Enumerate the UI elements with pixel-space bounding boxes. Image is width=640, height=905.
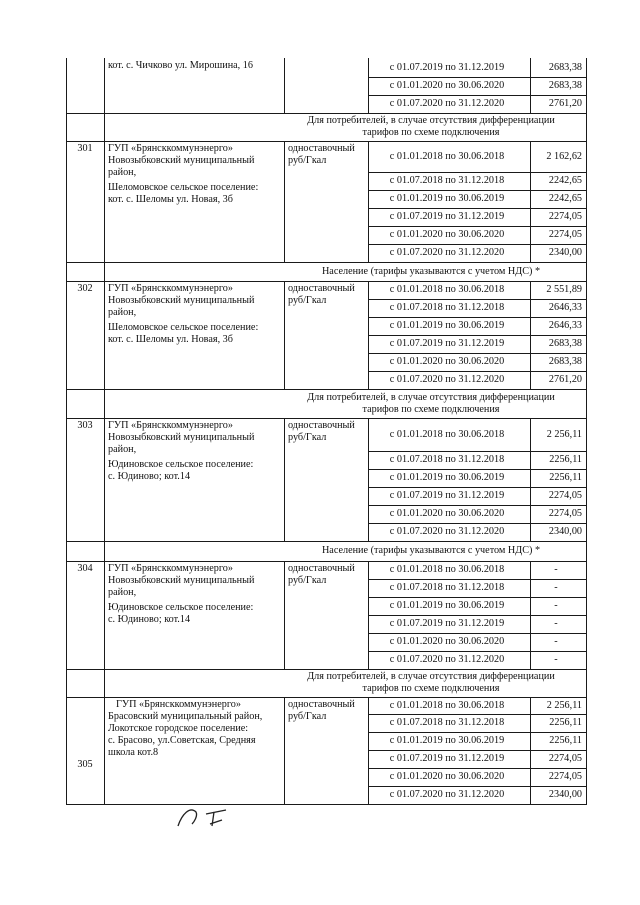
h-rule bbox=[368, 615, 587, 616]
tariff-period: с 01.01.2018 по 30.06.2018 bbox=[389, 151, 505, 162]
v-rule bbox=[586, 58, 587, 114]
entry-number: 302 bbox=[77, 283, 93, 294]
h-rule bbox=[368, 353, 587, 354]
v-rule bbox=[368, 58, 369, 114]
tariff-period: с 01.07.2020 по 31.12.2020 bbox=[389, 654, 505, 665]
tariff-value: 2256,11 bbox=[549, 454, 582, 465]
h-rule bbox=[368, 597, 587, 598]
v-rule bbox=[586, 262, 587, 282]
org-address: Локотское городское поселение: bbox=[108, 723, 249, 734]
tariff-period: с 01.01.2019 по 30.06.2019 bbox=[389, 735, 505, 746]
v-rule bbox=[66, 541, 67, 562]
tariff-value: 2340,00 bbox=[548, 789, 582, 800]
h-rule bbox=[368, 750, 587, 751]
section-header: Население (тарифы указываются с учетом НДС) * bbox=[321, 266, 541, 277]
tariff-type: одноставочный bbox=[288, 699, 355, 710]
v-rule bbox=[104, 389, 105, 419]
tariff-value: 2 256,11 bbox=[546, 700, 582, 711]
h-rule bbox=[368, 95, 587, 96]
v-rule bbox=[66, 262, 67, 282]
tariff-period: с 01.07.2018 по 31.12.2018 bbox=[389, 175, 505, 186]
tariff-period: с 01.01.2018 по 30.06.2018 bbox=[389, 564, 505, 575]
tariff-type: одноставочный bbox=[288, 143, 355, 154]
h-rule bbox=[368, 77, 587, 78]
tariff-period: с 01.01.2019 по 30.06.2019 bbox=[389, 193, 505, 204]
tariff-value: 2683,38 bbox=[548, 80, 582, 91]
h-rule bbox=[66, 561, 587, 562]
tariff-type: руб/Гкал bbox=[288, 711, 327, 722]
org-name: ГУП «Брянсккоммунэнерго» bbox=[108, 563, 233, 574]
tariff-value: - bbox=[554, 564, 558, 575]
v-rule bbox=[104, 669, 105, 698]
tariff-value: 2256,11 bbox=[549, 472, 582, 483]
v-rule bbox=[586, 113, 587, 142]
tariff-period: с 01.07.2019 по 31.12.2019 bbox=[389, 62, 505, 73]
tariff-value: - bbox=[554, 654, 558, 665]
tariff-value: - bbox=[554, 600, 558, 611]
org-address: Новозыбковский муниципальный bbox=[108, 295, 255, 306]
tariff-type: руб/Гкал bbox=[288, 155, 327, 166]
v-rule bbox=[104, 113, 105, 142]
tariff-value: 2683,38 bbox=[548, 338, 582, 349]
v-rule bbox=[66, 669, 67, 698]
h-rule bbox=[66, 262, 587, 263]
v-rule bbox=[104, 418, 105, 542]
tariff-type: руб/Гкал bbox=[288, 432, 327, 443]
v-rule bbox=[284, 697, 285, 805]
tariff-value: 2274,05 bbox=[548, 508, 582, 519]
tariff-period: с 01.07.2020 по 31.12.2020 bbox=[389, 789, 505, 800]
tariff-period: с 01.07.2020 по 31.12.2020 bbox=[389, 247, 505, 258]
v-rule bbox=[104, 281, 105, 390]
org-address: район, bbox=[108, 167, 137, 178]
org-address: Юдиновское сельское поселение: bbox=[108, 602, 254, 613]
tariff-value: 2274,05 bbox=[548, 229, 582, 240]
v-rule bbox=[66, 141, 67, 263]
entry-number: 304 bbox=[77, 563, 93, 574]
org-address: Шеломовское сельское поселение: bbox=[108, 182, 259, 193]
h-rule bbox=[368, 768, 587, 769]
h-rule bbox=[66, 669, 587, 670]
tariff-period: с 01.07.2019 по 31.12.2019 bbox=[389, 618, 505, 629]
entry-number: 301 bbox=[77, 143, 93, 154]
tariff-value: 2256,11 bbox=[549, 735, 582, 746]
tariff-value: 2646,33 bbox=[548, 320, 582, 331]
section-header: Для потребителей, в случае отсутствия дифференциации bbox=[307, 115, 555, 126]
section-header: Для потребителей, в случае отсутствия дифференциации bbox=[307, 671, 555, 682]
org-address: район, bbox=[108, 587, 137, 598]
org-address: кот. с. Чичково ул. Мирошина, 16 bbox=[108, 60, 253, 71]
v-rule bbox=[284, 418, 285, 542]
v-rule bbox=[66, 281, 67, 390]
tariff-period: с 01.07.2020 по 31.12.2020 bbox=[389, 526, 505, 537]
org-address: с. Брасово, ул.Советская, Средняя bbox=[108, 735, 256, 746]
h-rule bbox=[368, 317, 587, 318]
v-rule bbox=[66, 561, 67, 670]
tariff-value: 2761,20 bbox=[548, 98, 582, 109]
tariff-value: 2646,33 bbox=[548, 302, 582, 313]
entry-number: 305 bbox=[77, 759, 93, 770]
tariff-value: 2242,65 bbox=[548, 175, 582, 186]
tariff-period: с 01.07.2019 по 31.12.2019 bbox=[389, 490, 505, 501]
tariff-period: с 01.07.2018 по 31.12.2018 bbox=[389, 454, 505, 465]
h-rule bbox=[368, 804, 587, 805]
tariff-period: с 01.07.2019 по 31.12.2019 bbox=[389, 211, 505, 222]
v-rule bbox=[104, 58, 105, 114]
tariff-value: 2242,65 bbox=[548, 193, 582, 204]
v-rule bbox=[104, 561, 105, 670]
tariff-period: с 01.07.2018 по 31.12.2018 bbox=[389, 582, 505, 593]
org-address: район, bbox=[108, 444, 137, 455]
tariff-value: 2274,05 bbox=[548, 211, 582, 222]
tariff-value: 2683,38 bbox=[548, 62, 582, 73]
tariff-value: 2 162,62 bbox=[546, 151, 582, 162]
h-rule bbox=[368, 371, 587, 372]
section-header: тарифов по схеме подключения bbox=[362, 127, 500, 138]
org-address: Новозыбковский муниципальный bbox=[108, 575, 255, 586]
tariff-value: 2256,11 bbox=[549, 717, 582, 728]
h-rule bbox=[368, 244, 587, 245]
h-rule bbox=[368, 523, 587, 524]
tariff-type: одноставочный bbox=[288, 283, 355, 294]
org-address: Новозыбковский муниципальный bbox=[108, 155, 255, 166]
h-rule bbox=[368, 579, 587, 580]
org-name: ГУП «Брянсккоммунэнерго» bbox=[116, 699, 241, 710]
org-address: с. Юдиново; кот.14 bbox=[108, 471, 191, 482]
tariff-value: 2274,05 bbox=[548, 490, 582, 501]
tariff-type: руб/Гкал bbox=[288, 295, 327, 306]
v-rule bbox=[104, 541, 105, 562]
tariff-type: одноставочный bbox=[288, 420, 355, 431]
h-rule bbox=[66, 541, 587, 542]
h-rule bbox=[368, 786, 587, 787]
tariff-value: - bbox=[554, 618, 558, 629]
v-rule bbox=[586, 669, 587, 698]
section-header: тарифов по схеме подключения bbox=[362, 404, 500, 415]
section-header: Для потребителей, в случае отсутствия дифференциации bbox=[307, 392, 555, 403]
h-rule bbox=[66, 389, 587, 390]
tariff-period: с 01.01.2019 по 30.06.2019 bbox=[389, 320, 505, 331]
h-rule bbox=[368, 714, 587, 715]
tariff-period: с 01.07.2018 по 31.12.2018 bbox=[389, 717, 505, 728]
h-rule bbox=[368, 451, 587, 452]
org-address: район, bbox=[108, 307, 137, 318]
tariff-value: - bbox=[554, 582, 558, 593]
tariff-value: 2340,00 bbox=[548, 247, 582, 258]
h-rule bbox=[368, 172, 587, 173]
org-address: Юдиновское сельское поселение: bbox=[108, 459, 254, 470]
v-rule bbox=[66, 58, 67, 114]
signature-mark bbox=[176, 800, 236, 830]
org-address: Брасовский муниципальный район, bbox=[108, 711, 263, 722]
org-address: кот. с. Шеломы ул. Новая, 3б bbox=[108, 194, 233, 205]
tariff-period: с 01.01.2019 по 30.06.2019 bbox=[389, 472, 505, 483]
tariff-period: с 01.01.2020 по 30.06.2020 bbox=[389, 771, 505, 782]
tariff-period: с 01.01.2020 по 30.06.2020 bbox=[389, 229, 505, 240]
v-rule bbox=[530, 58, 531, 114]
v-rule bbox=[66, 113, 67, 142]
tariff-period: с 01.07.2020 по 31.12.2020 bbox=[389, 98, 505, 109]
tariff-period: с 01.01.2020 по 30.06.2020 bbox=[389, 356, 505, 367]
v-rule bbox=[66, 697, 67, 805]
org-name: ГУП «Брянсккоммунэнерго» bbox=[108, 420, 233, 431]
org-name: ГУП «Брянсккоммунэнерго» bbox=[108, 283, 233, 294]
h-rule bbox=[368, 505, 587, 506]
h-rule bbox=[368, 651, 587, 652]
v-rule bbox=[104, 262, 105, 282]
tariff-period: с 01.07.2019 по 31.12.2019 bbox=[389, 753, 505, 764]
tariff-value: 2340,00 bbox=[548, 526, 582, 537]
org-address: кот. с. Шеломы ул. Новая, 3б bbox=[108, 334, 233, 345]
tariff-type: руб/Гкал bbox=[288, 575, 327, 586]
h-rule bbox=[368, 299, 587, 300]
tariff-value: 2683,38 bbox=[548, 356, 582, 367]
h-rule bbox=[368, 335, 587, 336]
tariff-period: с 01.07.2018 по 31.12.2018 bbox=[389, 302, 505, 313]
org-address: с. Юдиново; кот.14 bbox=[108, 614, 191, 625]
entry-number: 303 bbox=[77, 420, 93, 431]
h-rule bbox=[66, 281, 587, 282]
v-rule bbox=[104, 141, 105, 263]
h-rule bbox=[368, 732, 587, 733]
tariff-value: 2 551,89 bbox=[546, 284, 582, 295]
v-rule bbox=[284, 141, 285, 263]
h-rule bbox=[368, 190, 587, 191]
v-rule bbox=[586, 541, 587, 562]
tariff-period: с 01.01.2020 по 30.06.2020 bbox=[389, 636, 505, 647]
h-rule bbox=[66, 697, 587, 698]
section-header: Население (тарифы указываются с учетом НДС) * bbox=[321, 545, 541, 556]
org-address: Шеломовское сельское поселение: bbox=[108, 322, 259, 333]
tariff-value: 2 256,11 bbox=[546, 429, 582, 440]
org-address: школа кот.8 bbox=[108, 747, 159, 758]
v-rule bbox=[586, 389, 587, 419]
h-rule bbox=[368, 208, 587, 209]
tariff-period: с 01.07.2019 по 31.12.2019 bbox=[389, 338, 505, 349]
v-rule bbox=[66, 418, 67, 542]
v-rule bbox=[284, 281, 285, 390]
h-rule bbox=[66, 113, 587, 114]
tariff-value: 2274,05 bbox=[548, 753, 582, 764]
tariff-period: с 01.01.2019 по 30.06.2019 bbox=[389, 600, 505, 611]
section-header: тарифов по схеме подключения bbox=[362, 683, 500, 694]
h-rule bbox=[368, 226, 587, 227]
tariff-period: с 01.07.2020 по 31.12.2020 bbox=[389, 374, 505, 385]
h-rule bbox=[66, 141, 587, 142]
tariff-period: с 01.01.2018 по 30.06.2018 bbox=[389, 429, 505, 440]
h-rule bbox=[368, 633, 587, 634]
org-address: Новозыбковский муниципальный bbox=[108, 432, 255, 443]
v-rule bbox=[284, 561, 285, 670]
v-rule bbox=[284, 58, 285, 114]
tariff-period: с 01.01.2018 по 30.06.2018 bbox=[389, 284, 505, 295]
v-rule bbox=[104, 697, 105, 805]
tariff-period: с 01.01.2020 по 30.06.2020 bbox=[389, 80, 505, 91]
h-rule bbox=[368, 469, 587, 470]
tariff-period: с 01.01.2020 по 30.06.2020 bbox=[389, 508, 505, 519]
tariff-period: с 01.01.2018 по 30.06.2018 bbox=[389, 700, 505, 711]
tariff-value: 2274,05 bbox=[548, 771, 582, 782]
tariff-type: одноставочный bbox=[288, 563, 355, 574]
tariff-value: 2761,20 bbox=[548, 374, 582, 385]
v-rule bbox=[66, 389, 67, 419]
h-rule bbox=[66, 418, 587, 419]
h-rule bbox=[368, 487, 587, 488]
org-name: ГУП «Брянсккоммунэнерго» bbox=[108, 143, 233, 154]
tariff-value: - bbox=[554, 636, 558, 647]
